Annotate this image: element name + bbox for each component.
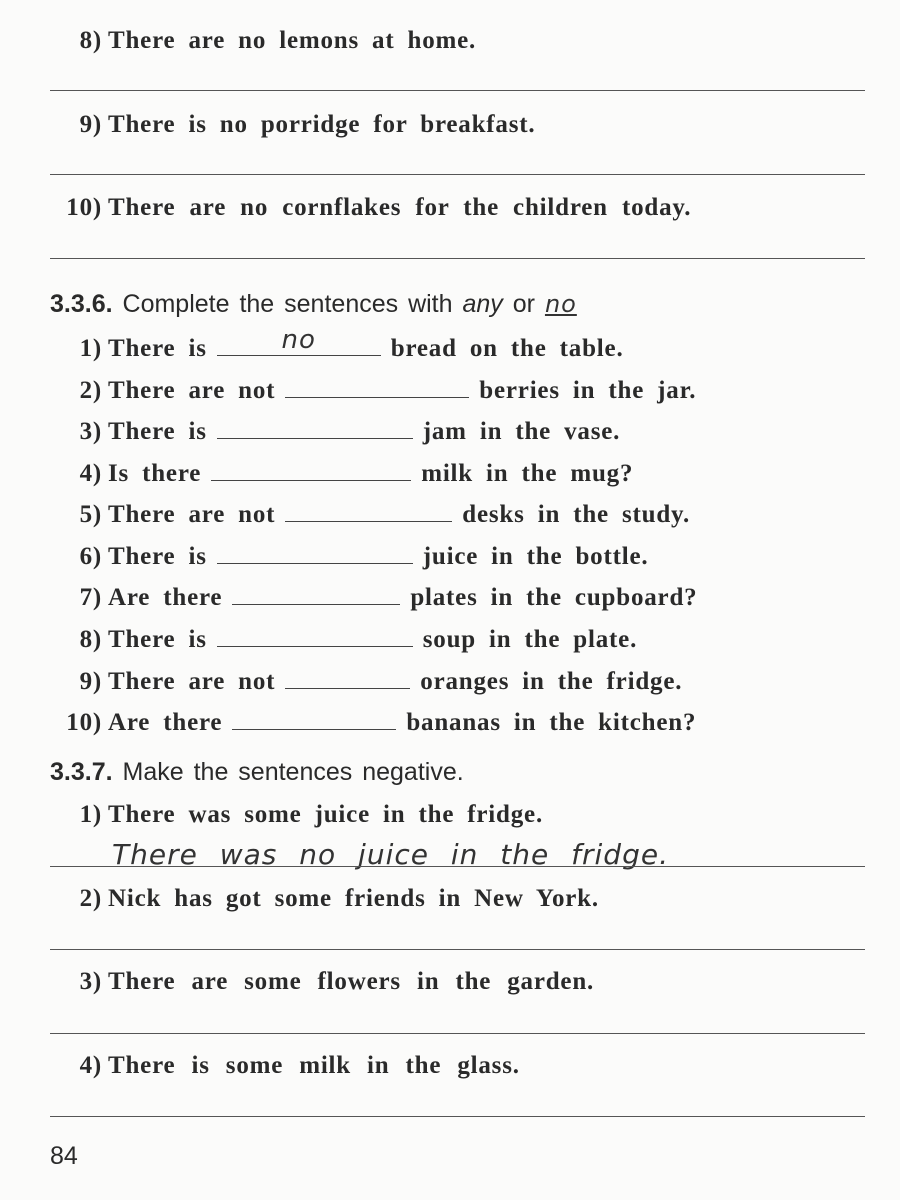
- answer-line[interactable]: [50, 949, 865, 950]
- item-after: soup in the plate.: [422, 626, 638, 653]
- item-after: berries in the jar.: [479, 377, 697, 404]
- fill-blank[interactable]: [232, 582, 400, 605]
- item-after: milk in the mug?: [421, 460, 634, 487]
- ex336-item: [62, 582, 697, 613]
- item-before: Are there: [108, 584, 223, 611]
- item-number: 4): [79, 460, 102, 487]
- fill-blank[interactable]: [285, 666, 410, 689]
- exercise-number: 3.3.6.: [50, 290, 113, 318]
- item-number: 10): [66, 709, 102, 736]
- item-number: 1): [79, 801, 102, 828]
- word-any: any: [462, 290, 503, 318]
- item-after: juice in the bottle.: [422, 543, 649, 570]
- item-number: 2): [79, 885, 102, 912]
- item-before: There are not: [108, 377, 276, 404]
- fill-blank[interactable]: [217, 624, 413, 647]
- page-number: 84: [50, 1142, 78, 1170]
- instruction: Complete the sentences with: [122, 290, 453, 318]
- top-item-10: [42, 193, 691, 223]
- ex336-item: [42, 707, 696, 738]
- item-text: Nick has got some friends in New York.: [108, 885, 599, 912]
- item-after: bananas in the kitchen?: [406, 709, 697, 736]
- item-number: 4): [79, 1052, 102, 1079]
- item-number: 3): [79, 968, 102, 995]
- item-after: oranges in the fridge.: [420, 668, 683, 695]
- item-after: jam in the vase.: [422, 418, 621, 445]
- item-before: Is there: [108, 460, 202, 487]
- top-item-8: [62, 26, 476, 56]
- answer-line[interactable]: [50, 1116, 865, 1117]
- word-or: or: [512, 290, 535, 318]
- fill-blank[interactable]: [217, 416, 413, 439]
- top-item-9: [62, 110, 535, 140]
- item-after: desks in the study.: [462, 501, 691, 528]
- fill-blank[interactable]: [217, 325, 381, 356]
- ex336-item: [62, 624, 637, 655]
- answer-line[interactable]: [50, 174, 865, 175]
- word-no: no: [544, 290, 577, 318]
- item-number: 2): [79, 377, 102, 404]
- item-text: There is no porridge for breakfast.: [108, 111, 536, 138]
- item-text: There are no lemons at home.: [108, 27, 477, 54]
- exercise-337-heading: [50, 758, 464, 787]
- fill-blank[interactable]: [285, 499, 452, 522]
- ex336-item: [62, 666, 682, 697]
- fill-blank[interactable]: [211, 458, 411, 481]
- item-before: There is: [108, 418, 207, 445]
- ex337-item: [62, 1051, 520, 1081]
- item-text: There was some juice in the fridge.: [108, 801, 544, 828]
- item-number: 8): [79, 27, 102, 54]
- instruction: Make the sentences negative.: [122, 758, 464, 786]
- item-number: 9): [79, 668, 102, 695]
- fill-blank[interactable]: [232, 707, 396, 730]
- item-text: There are some flowers in the garden.: [108, 968, 595, 995]
- handwritten-answer: There was no juice in the fridge.: [112, 838, 669, 871]
- item-before: There are not: [108, 668, 276, 695]
- item-number: 7): [79, 584, 102, 611]
- exercise-number: 3.3.7.: [50, 758, 113, 786]
- item-number: 10): [66, 194, 102, 221]
- ex337-item: [62, 967, 594, 997]
- item-number: 6): [79, 543, 102, 570]
- item-text: There are no cornflakes for the children today.: [108, 194, 692, 221]
- handwritten-answer: no: [281, 325, 316, 355]
- item-after: bread on the table.: [390, 335, 624, 362]
- exercise-336-heading: [50, 290, 577, 319]
- item-number: 3): [79, 418, 102, 445]
- answer-line[interactable]: [50, 866, 865, 867]
- item-number: 5): [79, 501, 102, 528]
- item-number: 9): [79, 111, 102, 138]
- item-before: Are there: [108, 709, 223, 736]
- ex336-item: [62, 458, 633, 489]
- item-number: 1): [79, 335, 102, 362]
- ex336-item: [62, 375, 696, 406]
- item-before: There is: [108, 335, 207, 362]
- ex337-item: [62, 800, 543, 830]
- fill-blank[interactable]: [217, 541, 413, 564]
- item-before: There are not: [108, 501, 276, 528]
- item-after: plates in the cupboard?: [410, 584, 698, 611]
- ex336-item: [62, 416, 620, 447]
- item-number: 8): [79, 626, 102, 653]
- answer-line[interactable]: [50, 1033, 865, 1034]
- item-before: There is: [108, 626, 207, 653]
- ex336-item: [62, 325, 624, 364]
- ex336-item: [62, 541, 648, 572]
- fill-blank[interactable]: [285, 375, 469, 398]
- ex336-item: [62, 499, 690, 530]
- item-text: There is some milk in the glass.: [108, 1052, 520, 1079]
- answer-line[interactable]: [50, 90, 865, 91]
- ex337-item: [62, 884, 599, 914]
- answer-line[interactable]: [50, 258, 865, 259]
- item-before: There is: [108, 543, 207, 570]
